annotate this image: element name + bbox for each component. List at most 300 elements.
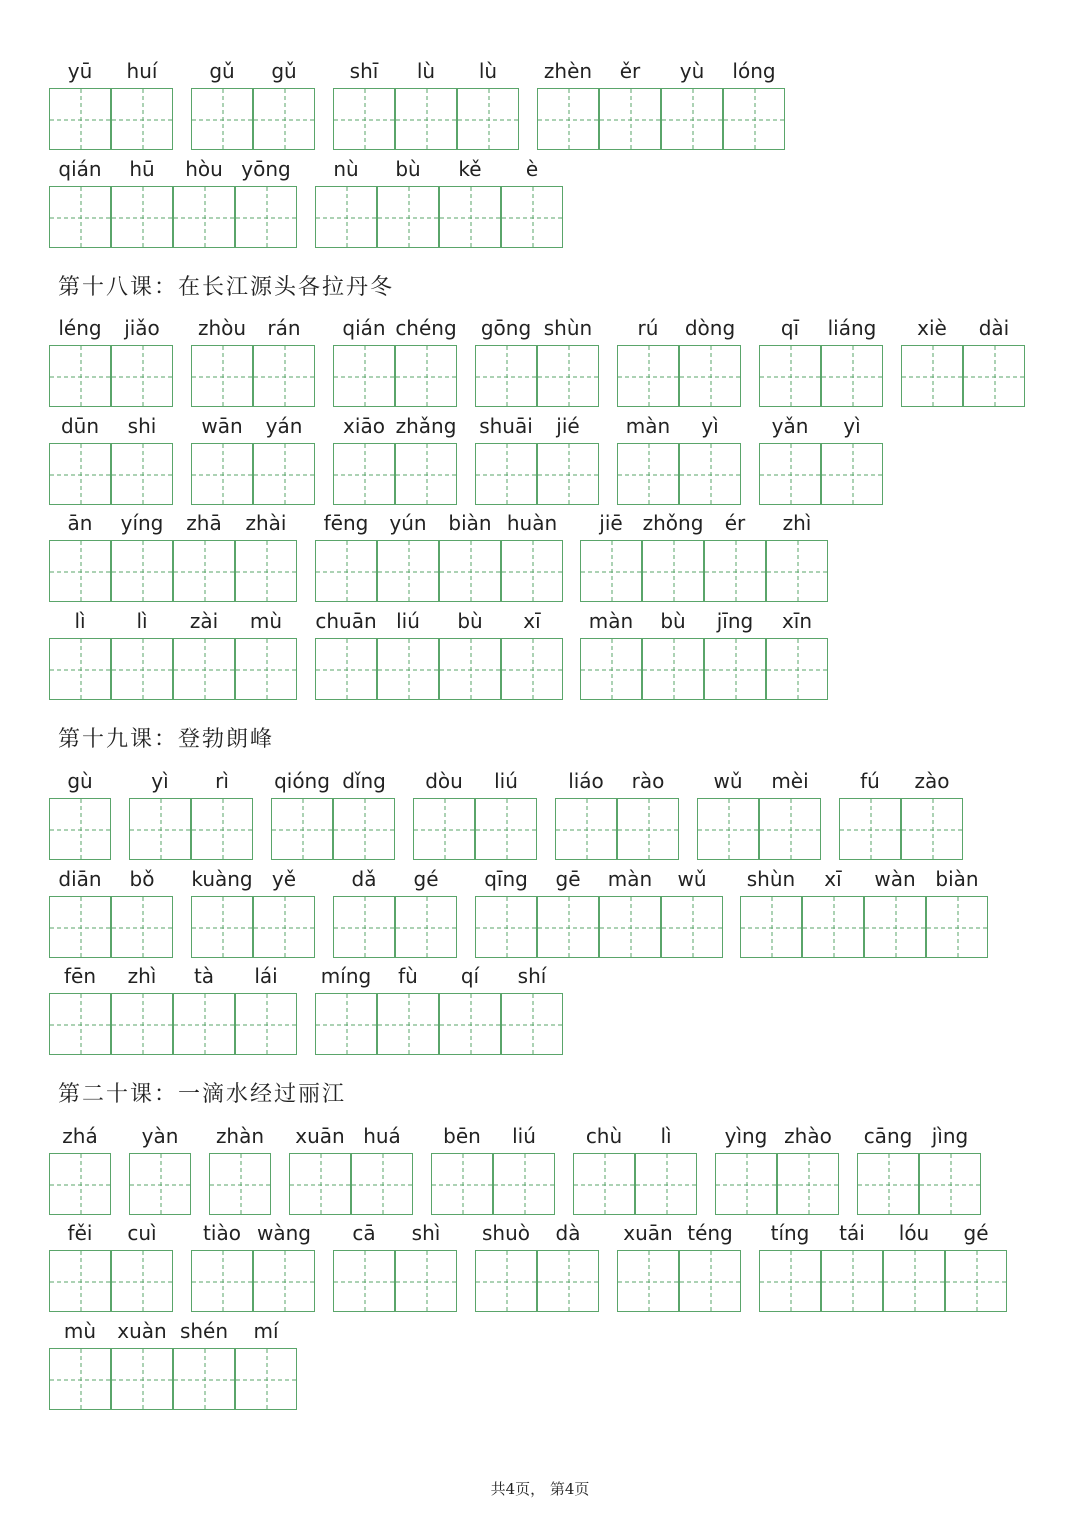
pinyin-label: fú bbox=[860, 769, 880, 793]
writing-box[interactable] bbox=[111, 638, 173, 700]
character-cell bbox=[501, 508, 563, 603]
writing-box[interactable] bbox=[377, 186, 439, 248]
writing-box[interactable] bbox=[191, 1250, 253, 1312]
pinyin-label: xīn bbox=[781, 609, 813, 633]
word-group bbox=[49, 864, 173, 959]
character-cell bbox=[377, 154, 439, 249]
writing-box[interactable] bbox=[901, 345, 963, 407]
pinyin-label: yì bbox=[151, 769, 169, 793]
pinyin-label: xiè bbox=[917, 316, 947, 340]
character-cell bbox=[617, 411, 679, 506]
character-cell bbox=[333, 56, 395, 151]
character-cell bbox=[759, 313, 821, 408]
pinyin-label: wàng bbox=[257, 1221, 311, 1245]
writing-box[interactable] bbox=[111, 896, 173, 958]
writing-box[interactable] bbox=[704, 540, 766, 602]
pinyin-label: zhài bbox=[245, 511, 287, 535]
writing-box[interactable] bbox=[679, 1250, 741, 1312]
word-group bbox=[333, 56, 519, 151]
character-cell bbox=[439, 961, 501, 1056]
word-group bbox=[315, 606, 563, 701]
word-group bbox=[475, 864, 723, 959]
writing-box[interactable] bbox=[537, 88, 599, 150]
writing-box[interactable] bbox=[617, 1250, 679, 1312]
writing-box[interactable] bbox=[49, 896, 111, 958]
writing-box[interactable] bbox=[475, 896, 537, 958]
pinyin-label: ān bbox=[67, 511, 93, 535]
pinyin-label: léng bbox=[58, 316, 102, 340]
writing-box[interactable] bbox=[821, 1250, 883, 1312]
character-cell bbox=[111, 1218, 173, 1313]
writing-box[interactable] bbox=[111, 1250, 173, 1312]
writing-box[interactable] bbox=[802, 896, 864, 958]
writing-box[interactable] bbox=[945, 1250, 1007, 1312]
writing-box[interactable] bbox=[919, 1153, 981, 1215]
writing-box[interactable] bbox=[253, 1250, 315, 1312]
character-cell bbox=[766, 606, 828, 701]
word-row bbox=[0, 766, 1080, 866]
pinyin-label: gē bbox=[555, 867, 581, 891]
writing-box[interactable] bbox=[253, 896, 315, 958]
pinyin-label: rì bbox=[215, 769, 229, 793]
writing-box[interactable] bbox=[315, 993, 377, 1055]
character-cell bbox=[802, 864, 864, 959]
writing-box[interactable] bbox=[235, 993, 297, 1055]
writing-box[interactable] bbox=[111, 186, 173, 248]
writing-box[interactable] bbox=[235, 1348, 297, 1410]
word-group bbox=[537, 56, 785, 151]
writing-box[interactable] bbox=[439, 186, 501, 248]
character-cell bbox=[766, 508, 828, 603]
writing-box[interactable] bbox=[377, 540, 439, 602]
pinyin-label: shùn bbox=[543, 316, 593, 340]
pinyin-label: kuàng bbox=[191, 867, 253, 891]
pinyin-label: ér bbox=[724, 511, 746, 535]
writing-box[interactable] bbox=[439, 540, 501, 602]
pinyin-label: shī bbox=[349, 59, 379, 83]
character-cell bbox=[315, 508, 377, 603]
pinyin-label: míng bbox=[320, 964, 372, 988]
writing-box[interactable] bbox=[501, 540, 563, 602]
lesson-heading: 第二十课：一滴水经过丽江 bbox=[58, 1082, 347, 1107]
character-cell bbox=[111, 56, 173, 151]
word-group bbox=[49, 766, 111, 861]
character-cell bbox=[501, 154, 563, 249]
writing-box[interactable] bbox=[475, 1250, 537, 1312]
pinyin-label: liáng bbox=[827, 316, 877, 340]
writing-box[interactable] bbox=[439, 993, 501, 1055]
character-cell bbox=[253, 1218, 315, 1313]
writing-box[interactable] bbox=[617, 798, 679, 860]
writing-box[interactable] bbox=[864, 896, 926, 958]
pinyin-label: xuān bbox=[623, 1221, 673, 1245]
writing-box[interactable] bbox=[555, 798, 617, 860]
writing-box[interactable] bbox=[661, 896, 723, 958]
character-cell bbox=[253, 313, 315, 408]
writing-box[interactable] bbox=[766, 540, 828, 602]
writing-box[interactable] bbox=[821, 443, 883, 505]
character-cell bbox=[235, 606, 297, 701]
pinyin-label: gǔ bbox=[209, 59, 235, 83]
page-footer: 共4页， 第4页 bbox=[490, 1480, 590, 1498]
writing-box[interactable] bbox=[580, 540, 642, 602]
character-cell bbox=[111, 1316, 173, 1411]
pinyin-label: yán bbox=[265, 414, 303, 438]
character-cell bbox=[333, 864, 395, 959]
writing-box[interactable] bbox=[457, 88, 519, 150]
writing-box[interactable] bbox=[49, 1153, 111, 1215]
writing-box[interactable] bbox=[49, 186, 111, 248]
writing-box[interactable] bbox=[661, 88, 723, 150]
character-cell bbox=[333, 313, 395, 408]
word-group bbox=[209, 1121, 271, 1216]
word-group bbox=[431, 1121, 555, 1216]
character-cell bbox=[642, 606, 704, 701]
writing-box[interactable] bbox=[191, 88, 253, 150]
character-cell bbox=[475, 766, 537, 861]
writing-box[interactable] bbox=[49, 540, 111, 602]
writing-box[interactable] bbox=[759, 798, 821, 860]
pinyin-label: ěr bbox=[619, 59, 641, 83]
writing-box[interactable] bbox=[431, 1153, 493, 1215]
writing-box[interactable] bbox=[475, 443, 537, 505]
pinyin-label: xuān bbox=[295, 1124, 345, 1148]
character-cell bbox=[501, 961, 563, 1056]
pinyin-label: shén bbox=[179, 1319, 229, 1343]
writing-box[interactable] bbox=[315, 540, 377, 602]
writing-box[interactable] bbox=[617, 443, 679, 505]
pinyin-label: diān bbox=[58, 867, 102, 891]
writing-box[interactable] bbox=[493, 1153, 555, 1215]
writing-box[interactable] bbox=[377, 993, 439, 1055]
writing-box[interactable] bbox=[333, 88, 395, 150]
word-group bbox=[475, 313, 599, 408]
writing-box[interactable] bbox=[253, 88, 315, 150]
pinyin-label: zài bbox=[189, 609, 219, 633]
writing-box[interactable] bbox=[501, 638, 563, 700]
word-group bbox=[475, 1218, 599, 1313]
character-cell bbox=[919, 1121, 981, 1216]
word-group bbox=[759, 313, 883, 408]
character-cell bbox=[49, 606, 111, 701]
writing-box[interactable] bbox=[49, 443, 111, 505]
writing-box[interactable] bbox=[173, 540, 235, 602]
writing-box[interactable] bbox=[235, 186, 297, 248]
character-cell bbox=[475, 411, 537, 506]
writing-box[interactable] bbox=[111, 443, 173, 505]
pinyin-label: tíng bbox=[770, 1221, 810, 1245]
writing-box[interactable] bbox=[111, 540, 173, 602]
writing-box[interactable] bbox=[395, 88, 457, 150]
pinyin-label: qīng bbox=[484, 867, 528, 891]
character-cell bbox=[617, 313, 679, 408]
writing-box[interactable] bbox=[395, 345, 457, 407]
writing-box[interactable] bbox=[599, 88, 661, 150]
writing-box[interactable] bbox=[377, 638, 439, 700]
writing-box[interactable] bbox=[333, 896, 395, 958]
writing-box[interactable] bbox=[537, 1250, 599, 1312]
writing-box[interactable] bbox=[635, 1153, 697, 1215]
writing-box[interactable] bbox=[679, 345, 741, 407]
writing-box[interactable] bbox=[271, 798, 333, 860]
pinyin-label: biàn bbox=[448, 511, 492, 535]
character-cell bbox=[49, 411, 111, 506]
pinyin-label: bēn bbox=[443, 1124, 481, 1148]
character-cell bbox=[573, 1121, 635, 1216]
pinyin-label: shi bbox=[127, 414, 157, 438]
writing-box[interactable] bbox=[573, 1153, 635, 1215]
pinyin-label: téng bbox=[687, 1221, 733, 1245]
writing-box[interactable] bbox=[129, 1153, 191, 1215]
writing-box[interactable] bbox=[679, 443, 741, 505]
writing-box[interactable] bbox=[439, 638, 501, 700]
writing-box[interactable] bbox=[253, 345, 315, 407]
character-cell bbox=[271, 766, 333, 861]
writing-box[interactable] bbox=[49, 638, 111, 700]
writing-box[interactable] bbox=[209, 1153, 271, 1215]
pinyin-label: màn bbox=[588, 609, 634, 633]
writing-box[interactable] bbox=[839, 798, 901, 860]
pinyin-label: yìng bbox=[724, 1124, 768, 1148]
character-cell bbox=[111, 961, 173, 1056]
character-cell bbox=[821, 411, 883, 506]
writing-box[interactable] bbox=[766, 638, 828, 700]
pinyin-label: mí bbox=[253, 1319, 279, 1343]
pinyin-label: zhèn bbox=[543, 59, 593, 83]
character-cell bbox=[191, 411, 253, 506]
writing-box[interactable] bbox=[926, 896, 988, 958]
word-group bbox=[191, 864, 315, 959]
word-group bbox=[191, 56, 315, 151]
writing-box[interactable] bbox=[413, 798, 475, 860]
writing-box[interactable] bbox=[642, 540, 704, 602]
pinyin-label: yù bbox=[679, 59, 705, 83]
character-cell bbox=[333, 766, 395, 861]
writing-box[interactable] bbox=[49, 798, 111, 860]
writing-box[interactable] bbox=[173, 1348, 235, 1410]
character-cell bbox=[759, 766, 821, 861]
character-cell bbox=[315, 154, 377, 249]
pinyin-label: liú bbox=[396, 609, 420, 633]
character-cell bbox=[49, 864, 111, 959]
word-row bbox=[0, 606, 1080, 706]
word-group bbox=[49, 1316, 297, 1411]
pinyin-label: chù bbox=[585, 1124, 623, 1148]
character-cell bbox=[617, 766, 679, 861]
pinyin-label: shì bbox=[411, 1221, 441, 1245]
writing-box[interactable] bbox=[191, 443, 253, 505]
character-cell bbox=[173, 961, 235, 1056]
character-cell bbox=[111, 411, 173, 506]
pinyin-label: yū bbox=[67, 59, 93, 83]
word-group bbox=[315, 961, 563, 1056]
writing-box[interactable] bbox=[333, 798, 395, 860]
lesson-heading: 第十八课：在长江源头各拉丹冬 bbox=[58, 275, 395, 300]
word-group bbox=[271, 766, 395, 861]
word-row bbox=[0, 313, 1080, 413]
pinyin-label: liáo bbox=[568, 769, 604, 793]
pinyin-label: shuāi bbox=[479, 414, 533, 438]
writing-box[interactable] bbox=[537, 896, 599, 958]
word-group bbox=[413, 766, 537, 861]
character-cell bbox=[555, 766, 617, 861]
writing-box[interactable] bbox=[235, 638, 297, 700]
character-cell bbox=[315, 961, 377, 1056]
writing-box[interactable] bbox=[697, 798, 759, 860]
writing-box[interactable] bbox=[191, 345, 253, 407]
writing-box[interactable] bbox=[901, 798, 963, 860]
writing-box[interactable] bbox=[49, 345, 111, 407]
word-group bbox=[333, 1218, 457, 1313]
pinyin-label: qī bbox=[780, 316, 800, 340]
character-cell bbox=[191, 1218, 253, 1313]
writing-box[interactable] bbox=[49, 1348, 111, 1410]
writing-box[interactable] bbox=[704, 638, 766, 700]
pinyin-label: yì bbox=[701, 414, 719, 438]
pinyin-label: shuò bbox=[481, 1221, 530, 1245]
pinyin-label: zhā bbox=[186, 511, 222, 535]
character-cell bbox=[439, 154, 501, 249]
writing-box[interactable] bbox=[395, 443, 457, 505]
character-cell bbox=[395, 56, 457, 151]
pinyin-label: tà bbox=[193, 964, 215, 988]
pinyin-label: lóu bbox=[898, 1221, 930, 1245]
pinyin-label: dǐng bbox=[342, 769, 386, 793]
character-cell bbox=[537, 56, 599, 151]
writing-box[interactable] bbox=[235, 540, 297, 602]
pinyin-label: qián bbox=[342, 316, 386, 340]
writing-box[interactable] bbox=[395, 1250, 457, 1312]
pinyin-label: yàn bbox=[141, 1124, 179, 1148]
writing-box[interactable] bbox=[49, 88, 111, 150]
writing-box[interactable] bbox=[580, 638, 642, 700]
writing-box[interactable] bbox=[129, 798, 191, 860]
writing-box[interactable] bbox=[333, 443, 395, 505]
pinyin-label: fēn bbox=[63, 964, 97, 988]
pinyin-label: màn bbox=[625, 414, 671, 438]
writing-box[interactable] bbox=[191, 896, 253, 958]
word-group bbox=[617, 313, 741, 408]
character-cell bbox=[173, 508, 235, 603]
character-cell bbox=[235, 508, 297, 603]
character-cell bbox=[49, 508, 111, 603]
word-group bbox=[333, 864, 457, 959]
character-cell bbox=[945, 1218, 1007, 1313]
pinyin-label: lì bbox=[136, 609, 148, 633]
word-group bbox=[49, 154, 297, 249]
writing-box[interactable] bbox=[617, 345, 679, 407]
writing-box[interactable] bbox=[351, 1153, 413, 1215]
pinyin-label: wǔ bbox=[677, 867, 707, 891]
pinyin-label: xiāo bbox=[343, 414, 385, 438]
writing-box[interactable] bbox=[501, 993, 563, 1055]
character-cell bbox=[439, 508, 501, 603]
pinyin-label: zhòu bbox=[197, 316, 247, 340]
character-cell bbox=[493, 1121, 555, 1216]
pinyin-label: cā bbox=[352, 1221, 376, 1245]
pinyin-label: huá bbox=[363, 1124, 401, 1148]
pinyin-label: màn bbox=[607, 867, 653, 891]
writing-box[interactable] bbox=[723, 88, 785, 150]
word-group bbox=[475, 411, 599, 506]
character-cell bbox=[537, 313, 599, 408]
word-row bbox=[0, 1218, 1080, 1318]
writing-box[interactable] bbox=[111, 993, 173, 1055]
writing-box[interactable] bbox=[315, 638, 377, 700]
writing-box[interactable] bbox=[857, 1153, 919, 1215]
character-cell bbox=[599, 56, 661, 151]
writing-box[interactable] bbox=[963, 345, 1025, 407]
writing-box[interactable] bbox=[715, 1153, 777, 1215]
writing-box[interactable] bbox=[759, 345, 821, 407]
writing-box[interactable] bbox=[821, 345, 883, 407]
writing-box[interactable] bbox=[475, 798, 537, 860]
writing-box[interactable] bbox=[191, 798, 253, 860]
character-cell bbox=[963, 313, 1025, 408]
word-group bbox=[857, 1121, 981, 1216]
writing-box[interactable] bbox=[537, 443, 599, 505]
pinyin-label: zhì bbox=[782, 511, 812, 535]
pinyin-label: dǎ bbox=[351, 867, 377, 891]
writing-box[interactable] bbox=[289, 1153, 351, 1215]
writing-box[interactable] bbox=[111, 345, 173, 407]
character-cell bbox=[740, 864, 802, 959]
writing-box[interactable] bbox=[777, 1153, 839, 1215]
writing-box[interactable] bbox=[395, 896, 457, 958]
writing-box[interactable] bbox=[173, 638, 235, 700]
pinyin-label: rào bbox=[631, 769, 665, 793]
writing-box[interactable] bbox=[315, 186, 377, 248]
word-group bbox=[49, 411, 173, 506]
writing-box[interactable] bbox=[333, 345, 395, 407]
writing-box[interactable] bbox=[599, 896, 661, 958]
word-group bbox=[901, 313, 1025, 408]
writing-box[interactable] bbox=[49, 1250, 111, 1312]
pinyin-label: bù bbox=[457, 609, 483, 633]
pinyin-label: qióng bbox=[274, 769, 330, 793]
writing-box[interactable] bbox=[759, 1250, 821, 1312]
writing-box[interactable] bbox=[642, 638, 704, 700]
word-group bbox=[617, 1218, 741, 1313]
character-cell bbox=[642, 508, 704, 603]
writing-box[interactable] bbox=[883, 1250, 945, 1312]
pinyin-label: qí bbox=[460, 964, 480, 988]
writing-box[interactable] bbox=[475, 345, 537, 407]
writing-box[interactable] bbox=[253, 443, 315, 505]
writing-box[interactable] bbox=[111, 1348, 173, 1410]
writing-box[interactable] bbox=[49, 993, 111, 1055]
character-cell bbox=[49, 1316, 111, 1411]
pinyin-label: gù bbox=[67, 769, 93, 793]
character-cell bbox=[537, 411, 599, 506]
writing-box[interactable] bbox=[111, 88, 173, 150]
pinyin-label: yōng bbox=[241, 157, 291, 181]
writing-box[interactable] bbox=[173, 186, 235, 248]
word-group bbox=[49, 508, 297, 603]
writing-box[interactable] bbox=[333, 1250, 395, 1312]
writing-box[interactable] bbox=[501, 186, 563, 248]
character-cell bbox=[821, 313, 883, 408]
pinyin-label: chéng bbox=[395, 316, 457, 340]
word-row bbox=[0, 508, 1080, 608]
pinyin-label: bù bbox=[660, 609, 686, 633]
character-cell bbox=[395, 1218, 457, 1313]
writing-box[interactable] bbox=[173, 993, 235, 1055]
writing-box[interactable] bbox=[740, 896, 802, 958]
writing-box[interactable] bbox=[537, 345, 599, 407]
writing-box[interactable] bbox=[759, 443, 821, 505]
word-group bbox=[49, 56, 173, 151]
